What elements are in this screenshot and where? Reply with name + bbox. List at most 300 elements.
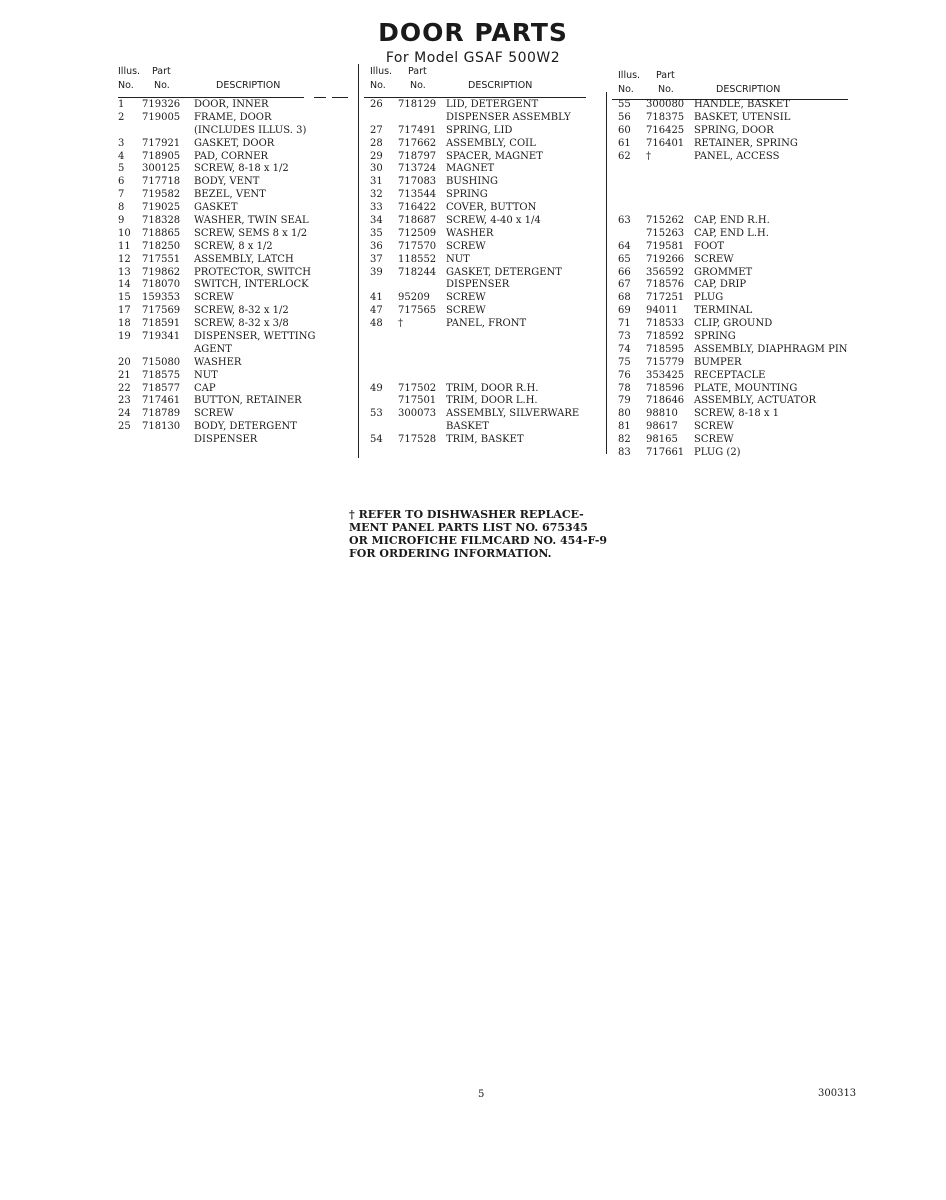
part-number: 717083 [398,176,437,188]
part-description: CAP, END R.H. [694,215,770,227]
part-number: 717570 [398,240,437,252]
part-number: 719025 [142,202,181,214]
row-spacer [370,357,610,370]
part-row [618,151,858,164]
illus-header: Illus. [118,66,141,77]
illus-number: 81 [618,421,631,433]
column-header-top [618,70,858,84]
part-number: 717528 [398,434,437,446]
part-row [370,176,610,189]
part-row [618,408,858,421]
illus-number: 21 [118,369,131,381]
part-description: TERMINAL [694,305,753,317]
illus-number: 29 [370,150,383,162]
part-number: 718070 [142,279,181,291]
model-subtitle: For Model GSAF 500W2 [385,50,561,66]
part-row [618,292,858,305]
row-spacer [618,163,858,176]
part-number: 718591 [142,318,181,330]
part-description: FRAME, DOOR [194,111,272,123]
part-description: HANDLE, BASKET [694,99,790,110]
part-row [618,125,858,138]
part-description: SPACER, MAGNET [446,150,543,162]
part-row [370,151,610,164]
part-description: WASHER, TWIN SEAL [194,215,309,227]
part-row [618,215,858,228]
illus-number: 2 [118,111,125,123]
part-description: TRIM, DOOR R.H. [446,382,539,394]
part-row [370,279,610,292]
part-description: SCREW, SEMS 8 x 1/2 [194,227,308,239]
part-row [370,434,610,447]
part-number: 718646 [646,395,685,407]
part-description: SPRING, LID [446,124,513,136]
part-row [370,292,610,305]
header-rule-dash [314,97,326,98]
part-number: 715779 [646,356,685,368]
part-number: 300080 [646,99,685,110]
row-spacer [618,202,858,215]
part-number: 718130 [142,421,181,433]
illus-number: 13 [118,266,131,278]
part-description: PROTECTOR, SWITCH [194,266,311,278]
part-number: 159353 [142,292,181,304]
part-number: 716425 [646,124,685,136]
part-row [618,357,858,370]
part-description: RECEPTACLE [694,369,766,381]
part-description: SPRING [446,189,488,201]
part-number: 95209 [398,292,430,304]
row-spacer [618,176,858,189]
part-row [618,305,858,318]
illus-number: 69 [618,305,631,317]
part-row [618,370,858,383]
illus-number: 74 [618,343,631,355]
part-row [618,331,858,344]
part-header: Part [408,66,427,77]
column-divider [606,92,607,454]
part-number: 718596 [646,382,685,394]
part-header: Part [152,66,171,77]
part-row [618,383,858,396]
part-number: 713544 [398,189,437,201]
part-number: 353425 [646,369,685,381]
illus-number: 56 [618,111,631,123]
part-number: 717921 [142,137,181,149]
part-number: 718797 [398,150,437,162]
part-number: 715262 [646,215,685,227]
part-number: 718533 [646,318,685,330]
illus-number: 66 [618,266,631,278]
part-row [118,202,350,215]
part-number: 718595 [646,343,685,355]
part-number: 717718 [142,176,181,188]
part-description: PLATE, MOUNTING [694,382,798,394]
column-divider [358,64,359,458]
part-row [118,267,350,280]
illus-number: 37 [370,253,383,265]
part-row [370,267,610,280]
parts-list [618,99,858,460]
part-description: DOOR, INNER [194,99,269,110]
part-row [118,331,350,344]
part-description: GASKET [194,202,238,214]
part-number: 718789 [142,408,181,420]
part-description: TRIM, BASKET [446,434,524,446]
illus-number: 67 [618,279,631,291]
illus-number: 4 [118,150,125,162]
part-description: SPRING [694,331,736,343]
part-row [118,305,350,318]
illus-number: 9 [118,215,125,227]
part-number: 717551 [142,253,181,265]
illus-number: 30 [370,163,383,175]
parts-list [370,99,610,447]
part-description: PAD, CORNER [194,150,269,162]
part-row [118,112,350,125]
part-row [618,228,858,241]
part-row [370,163,610,176]
part-number: 718375 [646,111,685,123]
header-rule [364,97,586,98]
illus-number: 49 [370,382,383,394]
part-description: MAGNET [446,163,495,175]
illus-number: 39 [370,266,383,278]
part-description: SCREW, 8 x 1/2 [194,240,273,252]
part-number: 719266 [646,253,685,265]
part-number: 715263 [646,227,685,239]
part-description: SWITCH, INTERLOCK [194,279,309,291]
ordering-note: † REFER TO DISHWASHER REPLACE- MENT PANEL PARTS LIST NO. 675345 OR MICROFICHE FILMCARD NO. 454-F-9 FOR ORDERING INFORMATION. [349,508,608,560]
part-description: ASSEMBLY, DIAPHRAGM PIN [694,343,848,355]
part-row [118,292,350,305]
part-number: 717251 [646,292,685,304]
part-row [370,421,610,434]
part-row [118,151,350,164]
column-header-bottom [370,80,610,94]
part-description: SCREW [446,305,486,317]
illus-number: 78 [618,382,631,394]
illus-header: Illus. [618,70,641,81]
part-description: SPRING, DOOR [694,124,774,136]
row-spacer [370,331,610,344]
part-row [618,395,858,408]
part-number: 717491 [398,124,437,136]
part-description: CLIP, GROUND [694,318,773,330]
part-row [118,383,350,396]
illus-number: 1 [118,99,125,110]
part-description: (INCLUDES ILLUS. 3) [194,124,307,136]
part-number: 718328 [142,215,181,227]
part-number: 118552 [398,253,437,265]
illus-number: 36 [370,240,383,252]
part-number: 719341 [142,331,181,343]
part-row [370,305,610,318]
part-row [118,241,350,254]
column-header-top [370,66,610,80]
part-number: 718250 [142,240,181,252]
illus-number: 10 [118,227,131,239]
illus-number: 55 [618,99,631,110]
part-row [118,125,350,138]
part-number: 716422 [398,202,437,214]
part-row [618,434,858,447]
part-description: WASHER [194,356,242,368]
column-header-bottom [118,80,350,94]
illus-number: 17 [118,305,131,317]
parts-column-3 [618,70,858,460]
part-number: 718576 [646,279,685,291]
row-spacer [370,344,610,357]
illus-number: 22 [118,382,131,394]
illus-number: 35 [370,227,383,239]
part-description: BODY, DETERGENT [194,421,297,433]
part-description: CAP, DRIP [694,279,747,291]
part-row [118,434,350,447]
part-no-header: No. [410,80,426,91]
part-description: ASSEMBLY, LATCH [194,253,294,265]
part-description: PLUG (2) [694,447,741,459]
part-number: 719582 [142,189,181,201]
part-number: 98165 [646,434,678,446]
part-number: 718687 [398,215,437,227]
illus-number: 75 [618,356,631,368]
part-number: 718129 [398,99,437,110]
part-description: GASKET, DETERGENT [446,266,562,278]
part-row [118,99,350,112]
part-row [118,395,350,408]
illus-number: 71 [618,318,631,330]
part-number: 719862 [142,266,181,278]
illus-number: 82 [618,434,631,446]
part-number: 718592 [646,331,685,343]
part-row [370,202,610,215]
part-description: SCREW [446,240,486,252]
column-header-top [118,66,350,80]
illus-number: 33 [370,202,383,214]
part-number: 716401 [646,137,685,149]
illus-number: 48 [370,318,383,330]
illus-number: 19 [118,331,131,343]
part-number: 718865 [142,227,181,239]
part-row [370,99,610,112]
part-description: RETAINER, SPRING [694,137,798,149]
part-number: † [398,318,403,330]
part-description: SCREW [694,421,734,433]
page-title: DOOR PARTS [378,18,568,47]
part-description: ASSEMBLY, SILVERWARE [446,408,580,420]
part-description: SCREW [446,292,486,304]
illus-number: 62 [618,150,631,162]
illus-number: 63 [618,215,631,227]
illus-number: 79 [618,395,631,407]
row-spacer [618,189,858,202]
illus-number: 20 [118,356,131,368]
illus-number: 11 [118,240,131,252]
illus-number: 12 [118,253,131,265]
part-description: SCREW, 8-32 x 3/8 [194,318,289,330]
part-row [370,215,610,228]
part-number: 717501 [398,395,437,407]
part-number: 717461 [142,395,181,407]
part-description: NUT [446,253,470,265]
illus-no-header: No. [118,80,134,91]
part-description: SCREW [194,408,234,420]
illus-number: 28 [370,137,383,149]
part-row [118,318,350,331]
part-description: GASKET, DOOR [194,137,275,149]
illus-number: 54 [370,434,383,446]
illus-number: 6 [118,176,125,188]
part-number: 356592 [646,266,685,278]
part-row [618,99,858,112]
parts-column-1 [118,66,350,447]
part-description: PLUG [694,292,724,304]
part-row [370,254,610,267]
part-description: BASKET [446,421,489,433]
part-description: ASSEMBLY, COIL [446,137,536,149]
part-number: 718244 [398,266,437,278]
part-description: SCREW, 8-18 x 1/2 [194,163,289,175]
part-number: 94011 [646,305,678,317]
part-number: 718905 [142,150,181,162]
illus-number: 73 [618,331,631,343]
illus-number: 32 [370,189,383,201]
illus-number: 53 [370,408,383,420]
part-number: 719005 [142,111,181,123]
illus-number: 18 [118,318,131,330]
illus-number: 7 [118,189,125,201]
part-description: BODY, VENT [194,176,260,188]
illus-number: 68 [618,292,631,304]
illus-number: 60 [618,124,631,136]
part-description: SCREW, 8-18 x 1 [694,408,780,420]
part-description: WASHER [446,227,494,239]
part-number: 717569 [142,305,181,317]
part-row [618,138,858,151]
part-row [618,318,858,331]
description-header: DESCRIPTION [716,84,781,95]
part-description: BUMPER [694,356,742,368]
illus-number: 3 [118,137,125,149]
part-number: 98810 [646,408,678,420]
part-number: 715080 [142,356,181,368]
illus-number: 26 [370,99,383,110]
part-row [118,408,350,421]
part-description: PANEL, ACCESS [694,150,780,162]
part-number: 717502 [398,382,437,394]
illus-number: 76 [618,369,631,381]
illus-number: 34 [370,215,383,227]
part-number: † [646,150,651,162]
part-row [618,421,858,434]
column-header-bottom [618,84,858,98]
part-description: CAP [194,382,216,394]
part-row [370,125,610,138]
part-number: 713724 [398,163,437,175]
part-description: ASSEMBLY, ACTUATOR [694,395,817,407]
part-number: 98617 [646,421,678,433]
part-row [618,267,858,280]
part-row [370,383,610,396]
illus-number: 47 [370,305,383,317]
part-row [370,228,610,241]
part-description: NUT [194,369,218,381]
illus-number: 64 [618,240,631,252]
part-row [618,112,858,125]
part-row [618,241,858,254]
part-row [118,254,350,267]
illus-number: 23 [118,395,131,407]
part-number: 300073 [398,408,437,420]
part-row [118,370,350,383]
illus-number: 31 [370,176,383,188]
part-row [370,395,610,408]
illus-no-header: No. [370,80,386,91]
part-row [118,344,350,357]
illus-number: 65 [618,253,631,265]
part-row [370,318,610,331]
part-description: DISPENSER, WETTING [194,331,316,343]
part-number: 717565 [398,305,437,317]
part-row [118,138,350,151]
part-description: DISPENSER ASSEMBLY [446,111,571,123]
part-row [618,279,858,292]
part-description: DISPENSER [446,279,510,291]
part-no-header: No. [154,80,170,91]
part-row [118,215,350,228]
part-description: SCREW [694,434,734,446]
part-description: BUTTON, RETAINER [194,395,302,407]
part-row [370,138,610,151]
illus-number: 80 [618,408,631,420]
illus-number: 41 [370,292,383,304]
part-number: 717662 [398,137,437,149]
part-row [118,189,350,202]
illus-number: 24 [118,408,131,420]
document-number: 300313 [818,1088,857,1099]
description-header: DESCRIPTION [216,80,281,91]
illus-number: 27 [370,124,383,136]
part-row [618,447,858,460]
part-number: 718575 [142,369,181,381]
part-description: SCREW [194,292,234,304]
part-no-header: No. [658,84,674,95]
part-number: 717661 [646,447,685,459]
part-row [118,163,350,176]
part-description: TRIM, DOOR L.H. [446,395,538,407]
part-description: SCREW, 4-40 x 1/4 [446,215,541,227]
part-header: Part [656,70,675,81]
part-number: 719581 [646,240,685,252]
part-description: DISPENSER [194,434,258,446]
part-description: COVER, BUTTON [446,202,537,214]
illus-number: 5 [118,163,125,175]
description-header: DESCRIPTION [468,80,533,91]
illus-number: 83 [618,447,631,459]
part-description: SCREW [694,253,734,265]
part-description: BUSHING [446,176,499,188]
part-row [370,112,610,125]
illus-number: 25 [118,421,131,433]
part-description: LID, DETERGENT [446,99,539,110]
part-description: CAP, END L.H. [694,227,769,239]
part-description: FOOT [694,240,725,252]
part-row [370,408,610,421]
parts-column-2 [370,66,610,447]
part-number: 300125 [142,163,181,175]
part-row [118,176,350,189]
